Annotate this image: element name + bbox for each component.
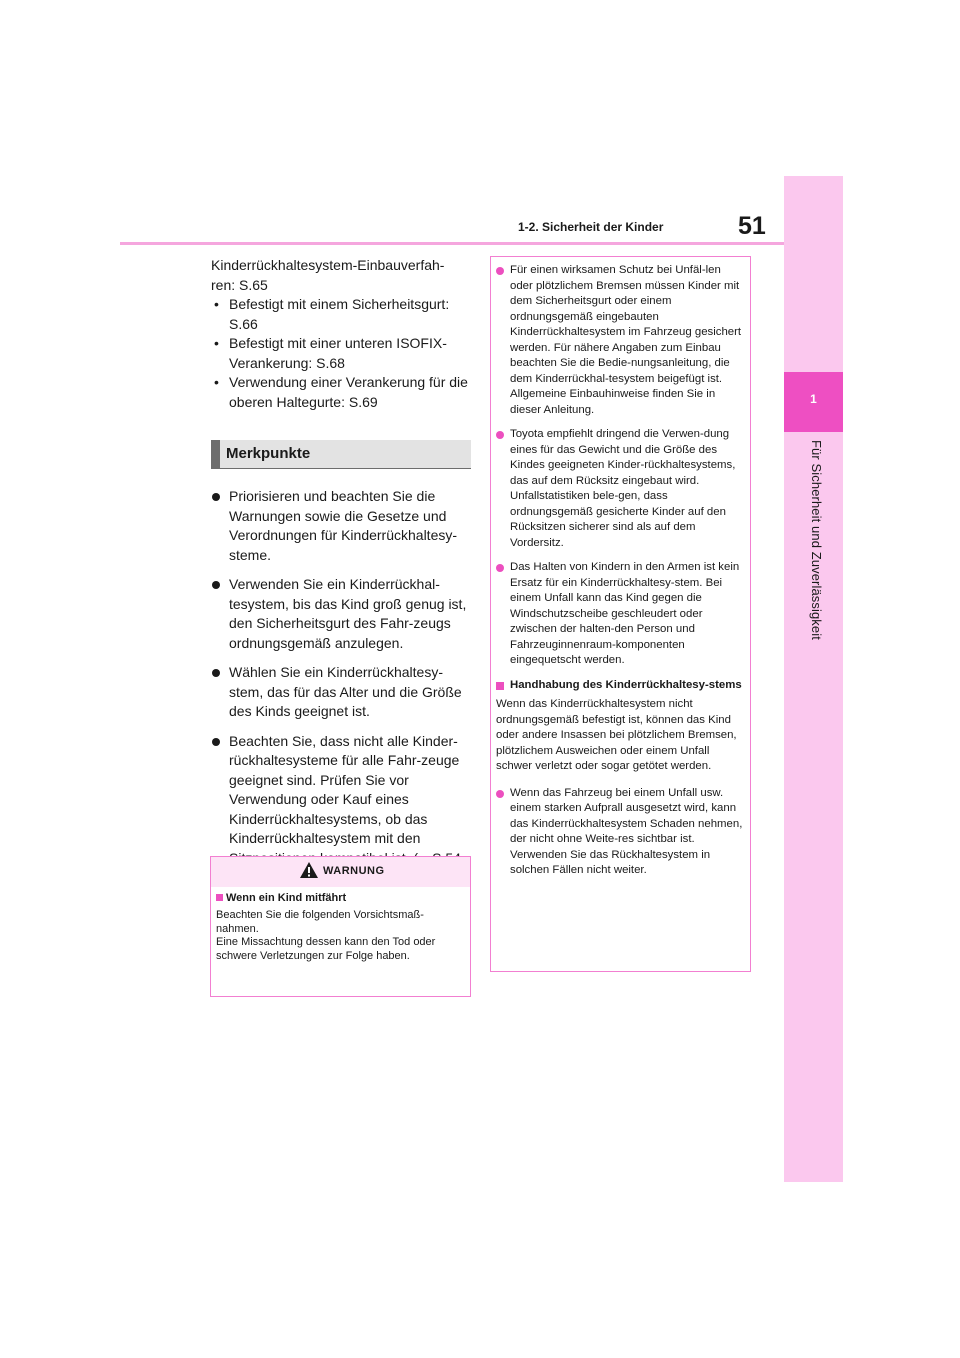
warning-paragraph: Wenn das Kinderrückhaltesystem nicht ordnungsgemäß befestigt ist, können das Kind oder andere Insassen bei plötzlichem Bremsen, plötzlichem Ausweichen oder einem Unfall schwer verletzt oder sogar getötet werden. — [496, 698, 737, 772]
warning-item-text: Toyota empfiehlt dringend die Verwen-dung eines für das Gewicht und die Größe des Kindes geeigneten Kinder-rückhaltesystems, das auf dem Rücksitz eingebaut wird. Unfallstatistiken bele-gen, dass ordnungsgemäß gesicherte Kinder auf den Rücksitzen sicherer sind als auf dem Vordersitz. — [510, 428, 736, 549]
point-list — [211, 487, 471, 888]
point-item — [211, 487, 471, 565]
sub-item-text: Verwendung einer Verankerung für die oberen Haltegurte: S.69 — [229, 374, 468, 410]
sub-item — [211, 373, 471, 412]
warning-item-text: Das Halten von Kindern in den Armen ist kein Ersatz für ein Kinderrückhaltesy-stem. Bei einem Unfall kann das Kind gegen die Windschutzscheibe geschleudert oder zwischen der halten-den Person und Fahrzeuginnenraum-komponenten eingequetscht werden. — [510, 561, 740, 666]
header-rule — [120, 242, 784, 245]
merkpunkte-header — [211, 440, 471, 469]
page-number: 51 — [738, 212, 766, 240]
left-column — [211, 256, 471, 888]
bullet-dot-icon — [212, 738, 220, 746]
warning-continuation-box — [490, 256, 751, 972]
bullet-dot-icon — [212, 581, 220, 589]
point-text: Priorisieren und beachten Sie die Warnungen sowie die Gesetze und Verordnungen für Kinderrückhaltesy-steme. — [229, 488, 458, 563]
sub-item — [211, 334, 471, 373]
sub-item — [211, 295, 471, 334]
warning-label: WARNUNG — [323, 865, 385, 877]
point-item — [211, 663, 471, 722]
point-text: Beachten Sie, dass nicht alle Kinder-rückhaltesysteme für alle Fahr-zeuge geeignet sind. Prüfen Sie vor Verwendung oder Kauf eines Kinderrückhaltesystems, ob das Kinderrückhaltesystem mit den — [229, 732, 460, 846]
warning-subheading — [496, 678, 744, 694]
bullet-dot-icon — [496, 564, 504, 572]
warning-text: Eine Missachtung dessen kann den Tod oder schwere Verletzungen zur Folge haben. — [216, 936, 436, 962]
warning-item — [496, 786, 744, 879]
intro-line: Kinderrückhaltesystem-Einbauverfah- — [211, 257, 445, 273]
bullet-dot-icon — [212, 493, 220, 501]
square-bullet-icon — [216, 894, 223, 901]
point-text: Wählen Sie ein Kinderrückhaltesy-stem, das für das Alter und die Größe des Kinds geeignet ist. — [229, 664, 462, 719]
sub-item-text: Befestigt mit einer unteren ISOFIX-Verankerung: S.68 — [229, 335, 447, 371]
warning-header — [211, 857, 470, 887]
warning-text: Beachten Sie die folgenden Vorsichtsmaß-nahmen. — [216, 909, 424, 935]
point-item — [211, 575, 471, 653]
warning-subheading-text: Wenn ein Kind mitfährt — [226, 892, 347, 904]
warning-item-text: Für einen wirksamen Schutz bei Unfäl-len oder plötzlichem Bremsen müssen Kinder mit dem Sicherheitsgurt oder einem ordnungsgemäß eingebauten Kinderrückhaltesystem im Fahrzeug gesichert werden. Für nähere Angaben zum Einbau beachten Sie die Bedie-nungsanleitung, die dem Kinderrückhal-tesystem beigefügt ist. Allgemeine Einbauhinweise finden Sie in dieser Anleitung. — [510, 264, 742, 416]
bullet-dot-icon — [496, 267, 504, 275]
chapter-number: 1 — [810, 392, 817, 406]
warning-triangle-icon — [299, 861, 319, 879]
section-title: 1-2. Sicherheit der Kinder — [518, 220, 664, 234]
bullet: • — [214, 296, 219, 312]
warning-subheading-text: Handhabung des Kinderrückhaltesy-stems — [510, 678, 742, 691]
bullet-dot-icon — [496, 790, 504, 798]
warning-item — [496, 427, 744, 551]
bullet-dot-icon — [496, 431, 504, 439]
warning-item-text: Wenn das Fahrzeug bei einem Unfall usw. einem starken Aufprall ausgesetzt wird, kann das Kinderrückhaltesystem Schaden nehmen, der nicht ohne Weite-res sichtbar ist. Verwenden Sie das Rückhaltesystem in solchen Fällen nicht weiter. — [510, 786, 743, 877]
merkpunkte-title: Merkpunkte — [226, 445, 311, 462]
warning-item — [496, 263, 744, 418]
point-text: Verwenden Sie ein Kinderrückhal-tesystem, bis das Kind groß genug ist, den Sicherheitsgurt des Fahr-zeugs ordnungsgemäß anzulegen. — [229, 576, 467, 651]
intro-line: ren: S.65 — [211, 276, 268, 293]
warning-subheading — [216, 891, 466, 905]
square-bullet-icon — [496, 682, 504, 690]
bullet: • — [214, 374, 219, 390]
bullet: • — [214, 335, 219, 351]
sub-item-text: Befestigt mit einem Sicherheitsgurt: S.66 — [229, 296, 450, 332]
warning-box — [210, 856, 471, 997]
warning-item — [496, 560, 744, 669]
bullet-dot-icon — [212, 669, 220, 677]
chapter-title: Für Sicherheit und Zuverlässigkeit — [809, 440, 824, 640]
